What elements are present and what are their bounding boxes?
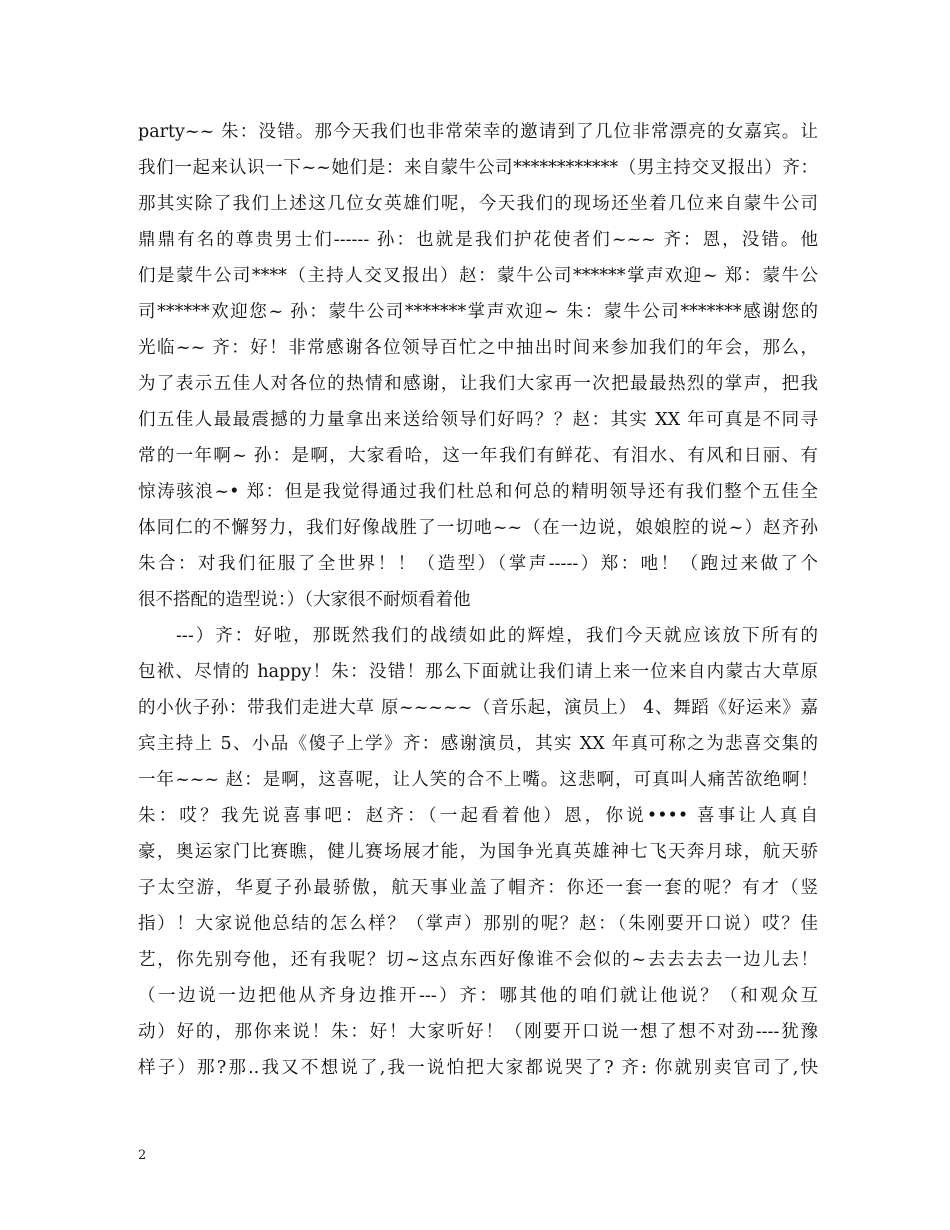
- text-line: 一年~~~ 赵：是啊，这喜呢，让人笑的合不上嘴。这悲啊，可真叫人痛苦欲绝啊！: [138, 770, 818, 790]
- text-line: 指）！大家说他总结的怎么样？（掌声）那别的呢？赵：（朱刚要开口说）哎？佳: [138, 914, 818, 934]
- body-text: [138, 114, 818, 1086]
- text-line: 的小伙子孙：带我们走进大草 原~~~~~（音乐起，演员上） 4、舞蹈《好运来》嘉: [138, 698, 818, 718]
- text-line: 光临~~ 齐：好！非常感谢各位领导百忙之中抽出时间来参加我们的年会，那么，: [138, 338, 818, 358]
- text-line: 子太空游，华夏子孙最骄傲，航天事业盖了帽齐：你还一套一套的呢？有才（竖: [138, 878, 818, 898]
- text-line: 鼎鼎有名的尊贵男士们------ 孙：也就是我们护花使者们~~~ 齐：恩，没错。他: [138, 230, 818, 250]
- text-line: 艺，你先别夸他，还有我呢？切~这点东西好像谁不会似的~去去去去一边儿去！: [138, 950, 818, 970]
- text-line: （一边说一边把他从齐身边推开---）齐：哪其他的咱们就让他说？（和观众互: [138, 986, 818, 1006]
- text-line: 朱：哎？我先说喜事吧：赵齐：（一起看着他）恩，你说•••• 喜事让人真自: [138, 806, 818, 826]
- text-line: 样子）那?那..我又不想说了,我一说怕把大家都说哭了? 齐: 你就别卖官司了,快: [138, 1058, 818, 1078]
- text-line: 常的一年啊~ 孙：是啊，大家看哈，这一年我们有鲜花、有泪水、有风和日丽、有: [138, 446, 818, 466]
- text-line: 宾主持上 5、小品《傻子上学》齐：感谢演员，其实 XX 年真可称之为悲喜交集的: [138, 734, 818, 754]
- text-line: ---）齐：好啦，那既然我们的战绩如此的辉煌，我们今天就应该放下所有的: [176, 626, 818, 646]
- page-number: 2: [138, 1148, 147, 1163]
- text-line: 我们一起来认识一下~~她们是：来自蒙牛公司************（男主持交叉报出）齐：: [138, 158, 818, 178]
- text-line: 司******欢迎您~ 孙：蒙牛公司*******掌声欢迎~ 朱：蒙牛公司*******感谢您的: [138, 302, 818, 322]
- text-line: party~~ 朱：没错。那今天我们也非常荣幸的邀请到了几位非常漂亮的女嘉宾。让: [138, 122, 818, 142]
- text-line: 为了表示五佳人对各位的热情和感谢，让我们大家再一次把最最热烈的掌声，把我: [138, 374, 818, 394]
- text-line: 豪，奥运家门比赛瞧，健儿赛场展才能，为国争光真英雄神七飞天奔月球，航天骄: [138, 842, 818, 862]
- text-line: 很不搭配的造型说：）（大家很不耐烦看着他: [138, 590, 471, 610]
- text-line: 动）好的，那你来说！朱：好！大家听好！（刚要开口说一想了想不对劲----犹豫: [138, 1022, 818, 1042]
- text-line: 那其实除了我们上述这几位女英雄们呢，今天我们的现场还坐着几位来自蒙牛公司: [138, 194, 818, 214]
- text-line: 体同仁的不懈努力，我们好像战胜了一切吔~~（在一边说，娘娘腔的说~）赵齐孙: [138, 518, 818, 538]
- text-line: 朱合：对我们征服了全世界！！（造型）（掌声-----）郑：吔！（跑过来做了个: [138, 554, 818, 574]
- text-line: 们是蒙牛公司****（主持人交叉报出）赵：蒙牛公司******掌声欢迎~ 郑：蒙牛公: [138, 266, 818, 286]
- text-line: 们五佳人最最震撼的力量拿出来送给领导们好吗？？赵：其实 XX 年可真是不同寻: [138, 410, 818, 430]
- text-line: 惊涛骇浪~• 郑：但是我觉得通过我们杜总和何总的精明领导还有我们整个五佳全: [138, 482, 818, 502]
- text-line: 包袱、尽情的 happy！朱：没错！那么下面就让我们请上来一位来自内蒙古大草原: [138, 662, 818, 682]
